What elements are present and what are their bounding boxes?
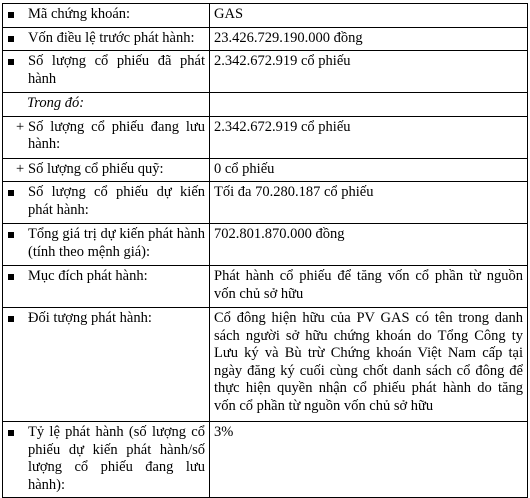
row-label: Vốn điều lệ trước phát hành:: [28, 29, 195, 46]
row-value: Tối đa 70.280.187 cổ phiếu: [214, 184, 374, 200]
row-label: Mã chứng khoán:: [28, 6, 131, 22]
row-label-cell: [3, 93, 210, 117]
square-bullet-icon: [8, 430, 14, 436]
row-value: 702.801.870.000 đồng: [214, 226, 345, 242]
table-row: [3, 93, 528, 117]
row-label-cell: [3, 27, 210, 51]
row-value-cell: [210, 266, 528, 308]
row-label: Số lượng cổ phiếu đang lưu hành:: [28, 118, 205, 152]
table-row: [3, 4, 528, 28]
table-row: [3, 422, 528, 498]
table-row: [3, 308, 528, 422]
row-value-cell: [210, 93, 528, 117]
table-row: [3, 158, 528, 182]
row-label-cell: [3, 116, 210, 158]
row-label-cell: [3, 422, 210, 498]
row-label: Số lượng cổ phiếu quỹ:: [28, 160, 164, 177]
table-row: [3, 182, 528, 224]
row-value: 23.426.729.190.000 đồng: [214, 29, 363, 46]
issuance-info-table: [2, 3, 528, 498]
row-value-cell: [210, 308, 528, 422]
row-label: Số lượng cổ phiếu dự kiến phát hành:: [28, 184, 205, 218]
row-label: Tỷ lệ phát hành (số lượng cổ phiếu dự kiến phát hành/số lượng cổ phiếu đang lưu hành):: [28, 424, 205, 493]
square-bullet-icon: [8, 274, 14, 280]
sub-item-marker: +: [16, 160, 25, 177]
row-value: 2.342.672.919 cổ phiếu: [214, 118, 351, 135]
row-label-cell: [3, 266, 210, 308]
table-row: [3, 116, 528, 158]
square-bullet-icon: [8, 59, 14, 65]
square-bullet-icon: [8, 190, 14, 196]
row-value: Phát hành cổ phiếu để tăng vốn cổ phần từ nguồn vốn chủ sở hữu: [214, 268, 523, 302]
row-value-cell: [210, 158, 528, 182]
row-value-cell: [210, 224, 528, 266]
square-bullet-icon: [8, 316, 14, 322]
row-label: Số lượng cổ phiếu đã phát hành: [28, 53, 205, 87]
table-row: [3, 51, 528, 93]
row-value: GAS: [214, 6, 244, 22]
row-value-cell: [210, 27, 528, 51]
row-value: 3%: [214, 424, 234, 440]
row-value-cell: [210, 4, 528, 28]
table-row: [3, 224, 528, 266]
row-value: 2.342.672.919 cổ phiếu: [214, 53, 351, 69]
square-bullet-icon: [8, 12, 14, 18]
row-label-cell: [3, 308, 210, 422]
row-value: 0 cổ phiếu: [214, 160, 275, 177]
row-value-cell: [210, 51, 528, 93]
row-label-cell: [3, 51, 210, 93]
subheading-label: Trong đó:: [27, 95, 85, 111]
row-label: Đối tượng phát hành:: [28, 310, 152, 326]
row-value-cell: [210, 182, 528, 224]
sub-item-marker: +: [16, 118, 25, 135]
row-label-cell: [3, 4, 210, 28]
row-label: Mục đích phát hành:: [28, 268, 148, 284]
row-value-cell: [210, 116, 528, 158]
table-row: [3, 266, 528, 308]
row-label-cell: [3, 182, 210, 224]
table-row: [3, 27, 528, 51]
row-value-cell: [210, 422, 528, 498]
row-label: Tổng giá trị dự kiến phát hành (tính theo mệnh giá):: [28, 226, 205, 260]
row-label-cell: [3, 224, 210, 266]
row-label-cell: [3, 158, 210, 182]
row-value: Cổ đông hiện hữu của PV GAS có tên trong danh sách người sở hữu chứng khoán do Tổng Công ty Lưu ký và Bù trừ Chứng khoán Việt Nam cấp tại ngày đăng ký cuối cùng chốt danh sách cổ đông để thực hiện quyền nhận cổ phiếu phát hành do tăng vốn cổ phần từ nguồn vốn chủ sở hữu: [214, 310, 523, 414]
square-bullet-icon: [8, 36, 14, 42]
square-bullet-icon: [8, 232, 14, 238]
